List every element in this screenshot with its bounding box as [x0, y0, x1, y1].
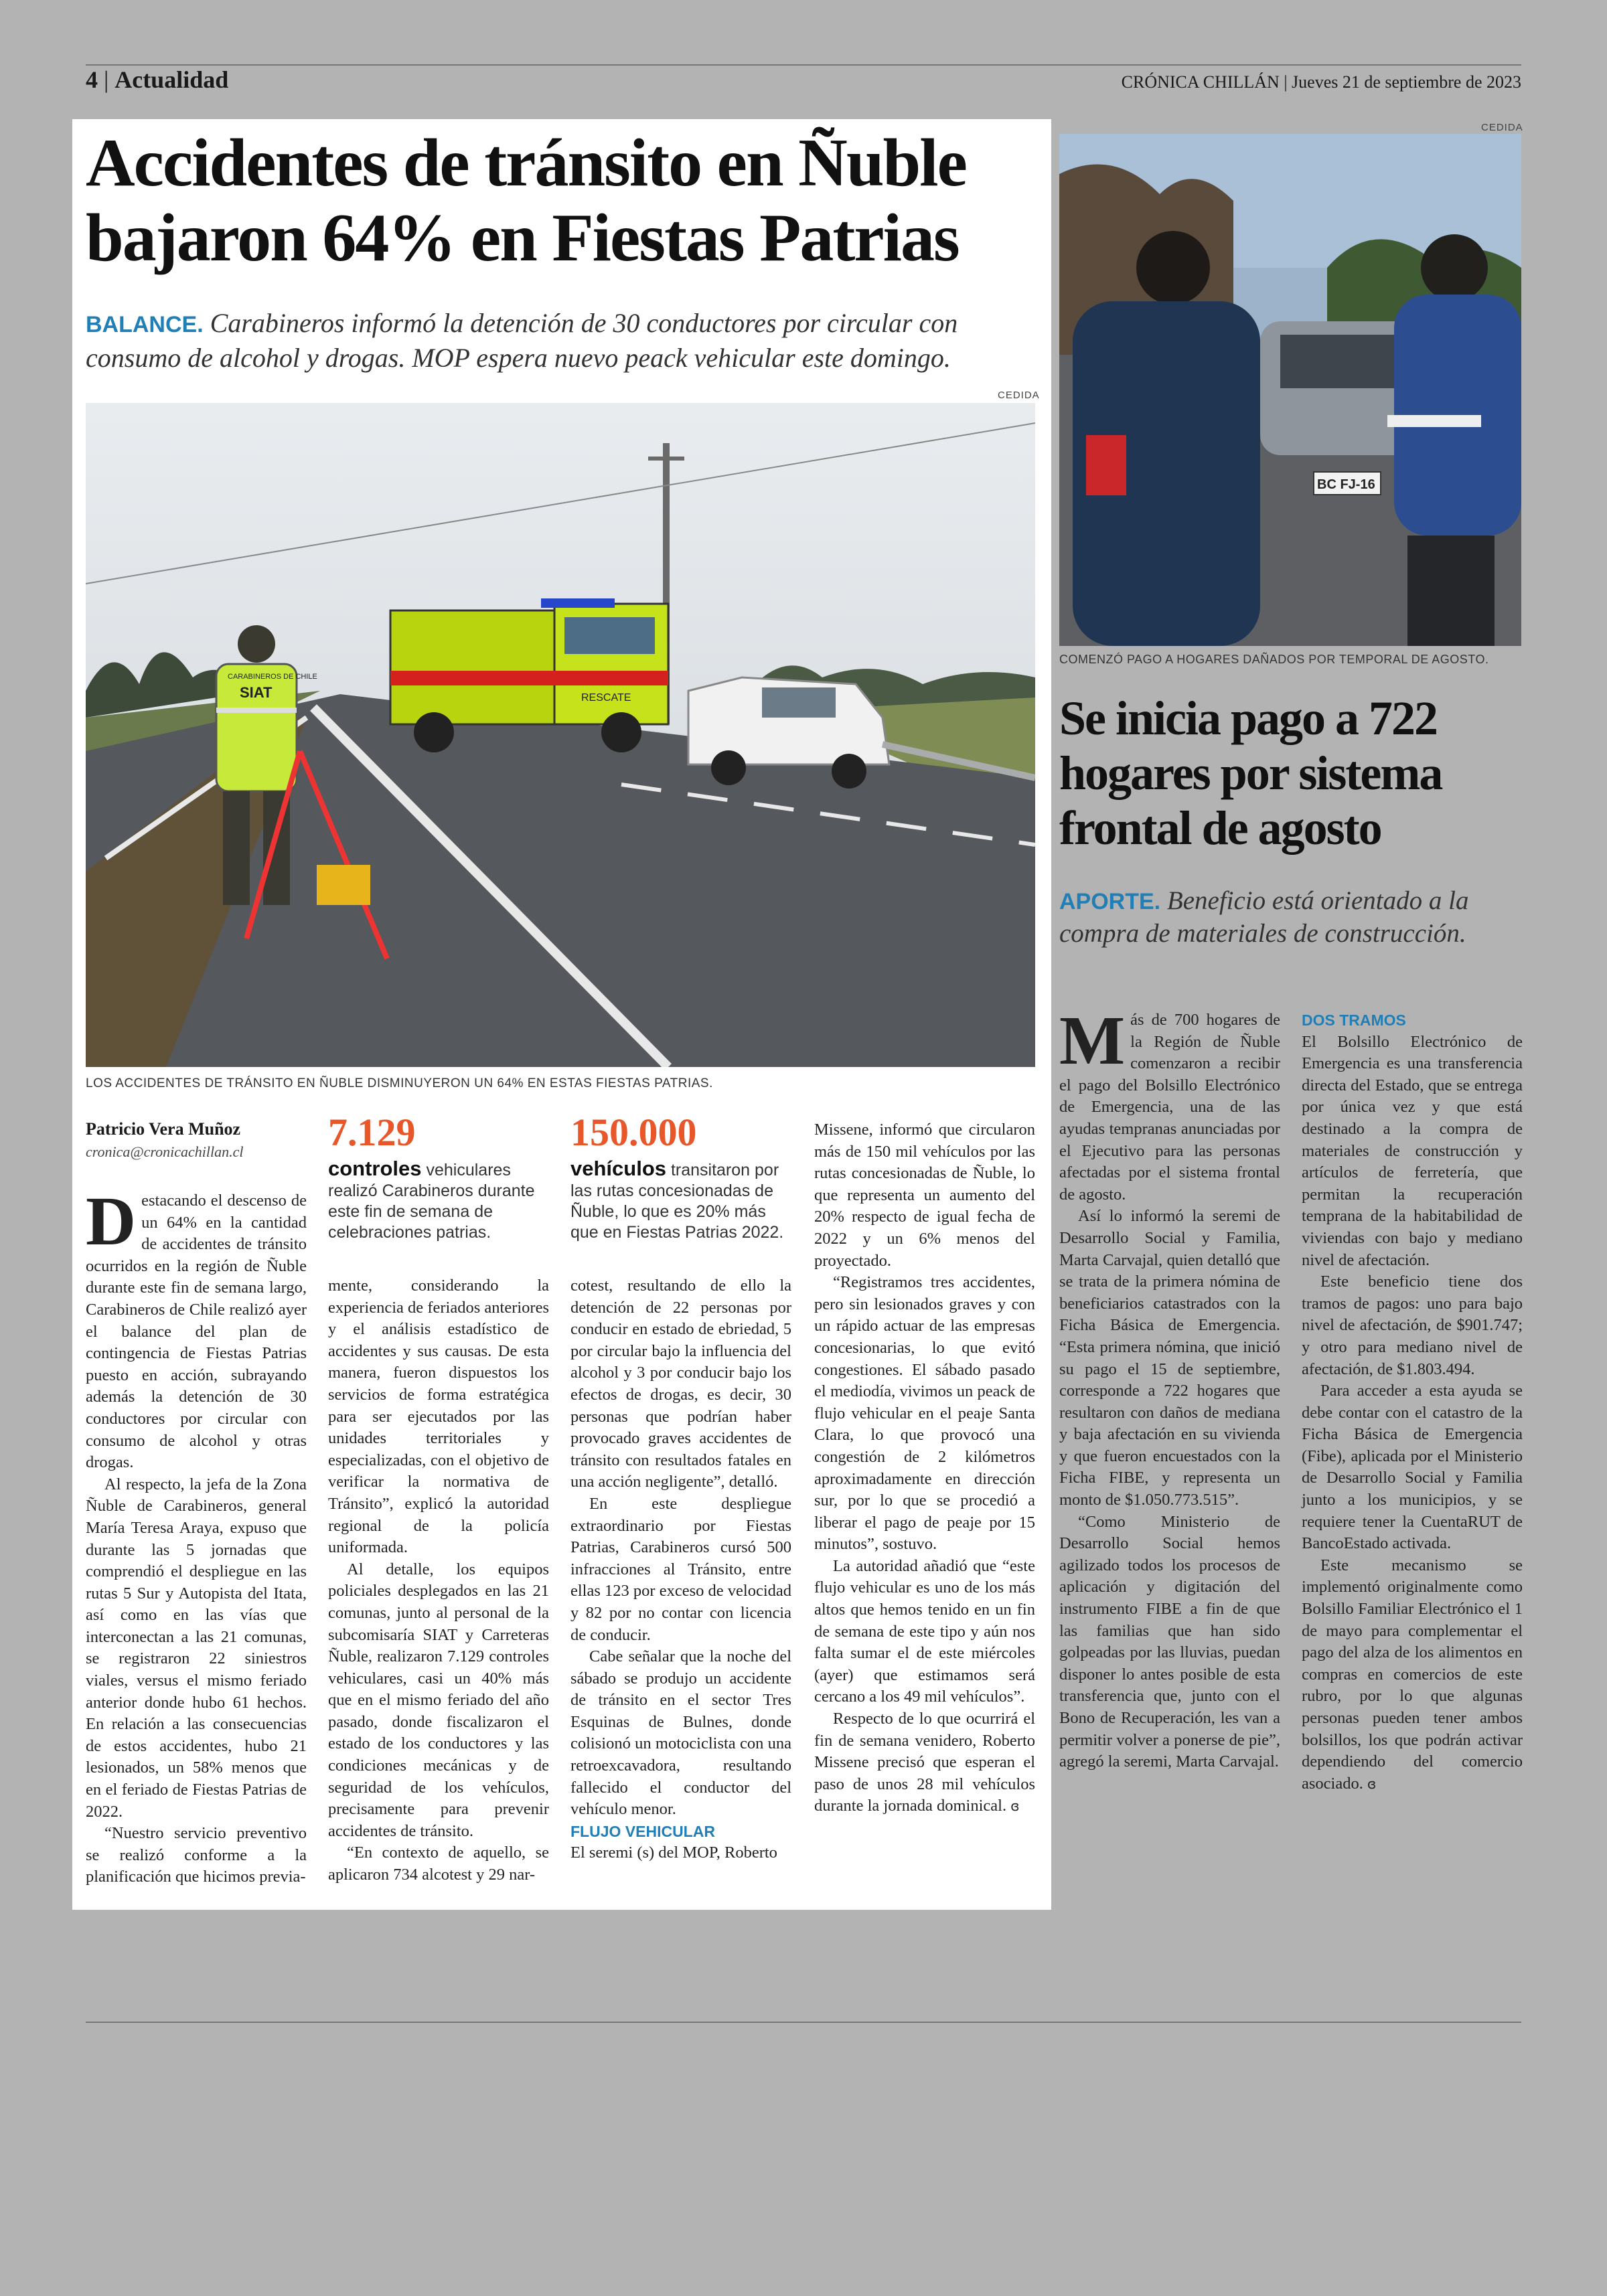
- side-end-mark-icon: ɞ: [1367, 1775, 1377, 1792]
- side-deck-text: Beneficio está orientado a la compra de materiales de construcción.: [1059, 886, 1469, 948]
- publication-name: CRÓNICA CHILLÁN: [1121, 72, 1280, 92]
- author-name: Patricio Vera Muñoz: [86, 1119, 241, 1139]
- side-subhead-tramos: DOS TRAMOS: [1302, 1011, 1406, 1029]
- main-col3-p1: cotest, resultando de ello la detención de 22 personas por conducir en estado de ebriedad, 5 por circular bajo la influencia del alcohol y 3 por conducir bajo los efectos de drogas, es decir, 30 personas que podrían haber provocado graves accidentes de tránsito con resultados fatales en una acción negligente”, detalló.: [570, 1277, 791, 1491]
- side-col2-p3: Para acceder a esta ayuda se debe contar con el catastro de la Ficha Básica de Emergencia (Fibe), aplicada por el Ministerio de Desarrollo Social y Familia junto a los municipios, y se requiere tener la CuentaRUT de BancoEstado activada.: [1302, 1382, 1523, 1553]
- stat-controls-bold: controles: [328, 1157, 422, 1180]
- section-name: Actualidad: [114, 66, 229, 93]
- side-kicker: APORTE.: [1059, 889, 1161, 914]
- car-plate: BC FJ-16: [1317, 477, 1375, 492]
- page-number: 4: [86, 66, 98, 93]
- main-deck: [86, 307, 1037, 375]
- main-col-1: [86, 1183, 307, 1888]
- main-col4-p1: Missene, informó que circularon más de 150 mil vehículos por las rutas concesionadas de Ñuble, lo que representa un aumento del 20% respecto de igual fecha de 2022 y un 6% menos del proyectado.: [814, 1121, 1035, 1270]
- stat-vehicles-number: 150.000: [570, 1111, 697, 1154]
- stat-vehicles-desc: transitaron por las rutas concesionadas de Ñuble, lo que es 20% más que en Fiestas Patrias 2022.: [570, 1161, 784, 1242]
- main-photo: [86, 403, 1035, 1067]
- end-mark-icon: ɞ: [1010, 1798, 1020, 1815]
- main-col2-p2: Al detalle, los equipos policiales desplegados en las 21 comunas, junto al personal de la subcomisaría SIAT y Carreteras Ñuble, realizaron 7.129 controles vehiculares, casi un 40% más que en el mismo feriado del año pasado, donde fiscalizaron el estado de los conductores y las condiciones mecánicas y de seguridad de los vehículos, precisamente para prevenir accidentes de tránsito.: [328, 1560, 549, 1840]
- side-col2-p4: [1302, 1555, 1523, 1795]
- stat-controls-desc: vehiculares realizó Carabineros durante este fin de semana de celebraciones patrias.: [328, 1161, 535, 1242]
- dropcap-m: M: [1059, 1002, 1126, 1079]
- main-col3-p3: Cabe señalar que la noche del sábado se produjo un accidente de tránsito en el sector Tres Esquinas de Bulnes, donde colisionó un motociclista con una retroexcavadora, resultando fallecido el conductor del vehículo menor.: [570, 1647, 791, 1819]
- side-col2-p2: Este beneficio tiene dos tramos de pagos: uno para bajo nivel de afectación, de $901.747; y otro para mediano nivel de afectación, de $1.803.494.: [1302, 1273, 1523, 1378]
- main-kicker: BALANCE.: [86, 312, 204, 337]
- stat-controls-number: 7.129: [328, 1111, 416, 1154]
- side-col1-p3: “Como Ministerio de Desarrollo Social hemos agilizado todos los procesos de aplicación y digitación del instrumento FIBE a fin de que las familias que han sido golpeadas por las lluvias, puedan disponer lo antes posible de esta transferencia que, junto con el Bono de Recuperación, les van a permitir volver a ponerse de pie”, agregó la seremi, Marta Carvajal.: [1059, 1512, 1280, 1771]
- publication-date: Jueves 21 de septiembre de 2023: [1292, 72, 1521, 92]
- side-col2-p4-text: Este mecanismo se implementó originalmente como Bolsillo Familiar Electrónico el 1 de mayo para complementar el pago del alza de los alimentos en compras en comercios de este rubro, por lo que algunas personas pueden tener ambos bolsillos, los que podrán activar dependiendo del comercio asociado.: [1302, 1556, 1523, 1793]
- stat-vehicles-bold: vehículos: [570, 1157, 666, 1180]
- main-headline: Accidentes de tránsito en Ñuble bajaron 64% en Fiestas Patrias: [86, 125, 966, 276]
- author-email: cronica@cronicachillan.cl: [86, 1143, 244, 1160]
- main-col4-p4: [814, 1708, 1035, 1817]
- publication-header: CRÓNICA CHILLÁN | Jueves 21 de septiembre de 2023: [1121, 72, 1521, 92]
- stat-vehicles-text: [570, 1158, 791, 1243]
- main-col2-p3: “En contexto de aquello, se aplicaron 734 alcotest y 29 nar-: [328, 1843, 549, 1884]
- side-col1-p2: Así lo informó la seremi de Desarrollo Social y Familia, Marta Carvajal, quien detalló que se trata de la primera nómina de beneficiarios catastrados con la Ficha Básica de Emergencia. “Esta primera nómina, que inició su pago el 15 de septiembre, corresponde a 722 hogares que resultaron con daños de mediana y baja afectación en su vivienda y que fueron encuestados con la Ficha FIBE, y representa un monto de $1.050.773.515”.: [1059, 1207, 1280, 1509]
- side-photo-caption: COMENZÓ PAGO A HOGARES DAÑADOS POR TEMPORAL DE AGOSTO.: [1059, 653, 1489, 666]
- main-col2-p1: mente, considerando la experiencia de feriados anteriores y el análisis estadístico de accidentes y sus causas. De esta manera, fueron dispuestos los servicios de forma estratégica para ser ejecutados por las unidades territoriales y especializadas, con el objetivo de verificar la normativa de Tránsito”, explicó la autoridad regional de la policía uniformada.: [328, 1277, 549, 1557]
- side-col-1: [1059, 1002, 1280, 1773]
- side-col1-p1: ás de 700 hogares de la Región de Ñuble comenzaron a recibir el pago del Bolsillo Electrónico de Emergencia, una de las ayudas tempranas anunciadas por el Ejecutivo para las personas afectadas por el sistema frontal de agosto.: [1059, 1011, 1280, 1204]
- main-col4-p2: “Registramos tres accidentes, pero sin lesionados graves y con un rápido actuar de las empresas concesionarias, lo que evitó congestiones. El sábado pasado el mediodía, vivimos un peack de flujo vehicular en el peaje Santa Clara, lo que provocó una congestión de 2 kilómetros aproximadamente en dirección sur, por lo que se procedió a liberar el pago de peaje por 15 minutos”, sostuvo.: [814, 1273, 1035, 1554]
- main-deck-text: Carabineros informó la detención de 30 conductores por circular con consumo de alcohol y drogas. MOP espera nuevo peack vehicular este domingo.: [86, 308, 958, 373]
- main-col-4: [814, 1119, 1035, 1817]
- side-col-2: [1302, 1009, 1523, 1795]
- main-col3-p4: El seremi (s) del MOP, Roberto: [570, 1843, 777, 1862]
- side-deck: [1059, 885, 1528, 950]
- truck-label: RESCATE: [581, 692, 631, 704]
- main-col1-p2: Al respecto, la jefa de la Zona Ñuble de Carabineros, general María Teresa Araya, expuso que durante las 5 jornadas que comprendió el despliegue en las rutas 5 Sur y Autopista del Itata, así como en las vías que interconectan a las 21 comunas, se registraron 22 siniestros viales, versus el mismo feriado anterior donde hubo 61 hechos. En relación a las consecuencias de estos accidentes, hubo 21 lesionados, un 58% menos que en el feriado de Fiestas Patrias de 2022.: [86, 1475, 307, 1821]
- side-headline: Se inicia pago a 722 hogares por sistema frontal de agosto: [1059, 691, 1442, 855]
- main-subhead-flujo: FLUJO VEHICULAR: [570, 1822, 715, 1840]
- side-col2-p1: El Bolsillo Electrónico de Emergencia es una transferencia directa del Estado, que se entrega por única vez y que está destinado a la compra de materiales de construcción y artículos de ferretería, que permitan la recuperación temprana de la habitabilidad de viviendas con bajo y mediano nivel de afectación.: [1302, 1032, 1523, 1269]
- vest-label: SIAT: [240, 684, 273, 701]
- page-section-header: 4 | Actualidad: [86, 66, 229, 93]
- side-photo-credit: CEDIDA: [1481, 122, 1523, 133]
- main-col1-p3: “Nuestro servicio preventivo se realizó conforme a la planificación que hicimos previa-: [86, 1824, 307, 1886]
- side-photo: [1059, 134, 1521, 646]
- main-col-3: [570, 1275, 791, 1864]
- main-col3-p2: En este despliegue extraordinario por Fiestas Patrias, Carabineros cursó 500 infracciones al Tránsito, entre ellas 123 por exceso de velocidad y 82 por no contar con licencia de conducir.: [570, 1494, 791, 1644]
- vest-top-label: CARABINEROS DE CHILE: [228, 673, 317, 681]
- dropcap-d: D: [86, 1183, 137, 1260]
- top-rule: [86, 64, 1521, 66]
- main-photo-caption: LOS ACCIDENTES DE TRÁNSITO EN ÑUBLE DISMINUYERON UN 64% EN ESTAS FIESTAS PATRIAS.: [86, 1076, 713, 1090]
- main-col-2: [328, 1275, 549, 1886]
- main-col4-p4-text: Respecto de lo que ocurrirá el fin de semana venidero, Roberto Missene precisó que esperan el paso de unos 28 mil vehículos durante la jornada dominical.: [814, 1710, 1035, 1815]
- bottom-rule: [86, 2022, 1521, 2023]
- main-col1-p1: estacando el descenso de un 64% en la cantidad de accidentes de tránsito ocurridos en la región de Ñuble durante este fin de semana largo, Carabineros de Chile realizó ayer el balance del plan de contingencia de Fiestas Patrias puesto en acción, subrayando además la detención de 30 conductores por circular con consumo de alcohol y otras drogas.: [86, 1192, 307, 1472]
- main-col4-p3: La autoridad añadió que “este flujo vehicular es uno de los más altos que hemos tenido en un fin de semana de este tipo y aún nos falta sumar el de este miércoles (ayer) que estimamos será cercano a los 49 mil vehículos”.: [814, 1556, 1035, 1706]
- stat-controls-text: [328, 1158, 542, 1243]
- main-photo-credit: CEDIDA: [998, 390, 1040, 401]
